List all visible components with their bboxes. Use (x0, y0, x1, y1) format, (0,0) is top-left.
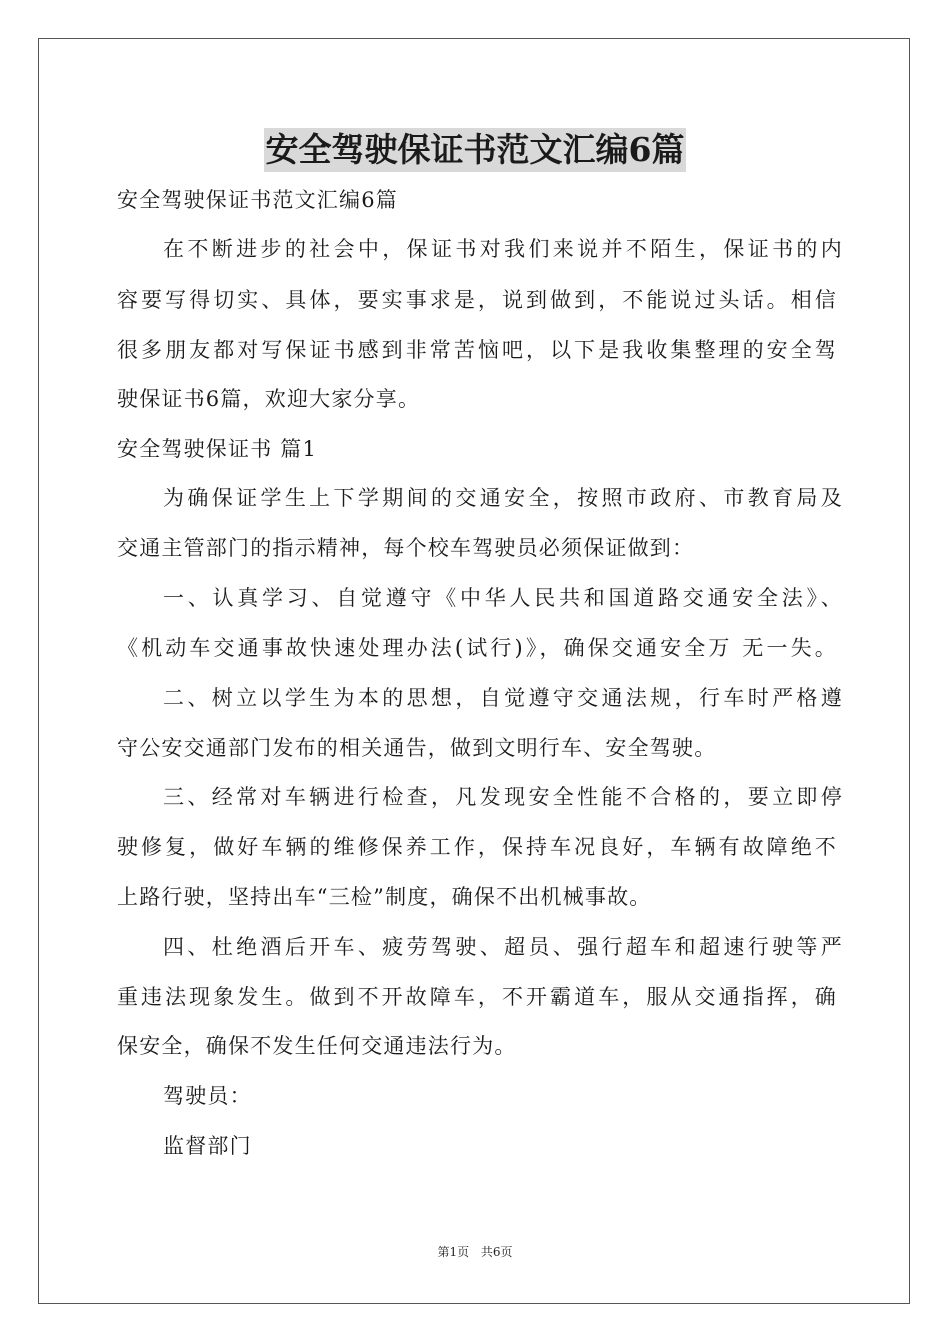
body-line: 守公安交通部门发布的相关通告，做到文明行车、安全驾驶。 (117, 736, 717, 760)
body-line: 二、树立以学生为本的思想，自觉遵守交通法规，行车时严格遵 (163, 686, 843, 710)
body-line: 保安全，确保不发生任何交通违法行为。 (117, 1034, 517, 1058)
body-line: 三、经常对车辆进行检查，凡发现安全性能不合格的，要立即停 (163, 785, 843, 809)
title-container (0, 128, 950, 172)
page-border (38, 38, 910, 1304)
body-line: 一、认真学习、自觉遵守《中华人民共和国道路交通安全法》、 (163, 586, 843, 610)
body-line: 重违法现象发生。做到不开故障车，不开霸道车，服从交通指挥，确 (117, 985, 837, 1009)
page-total: 共6页 (480, 1245, 513, 1259)
body-line: 为确保证学生上下学期间的交通安全，按照市政府、市教育局及 (163, 486, 843, 510)
intro-line: 在不断进步的社会中，保证书对我们来说并不陌生，保证书的内 (163, 237, 843, 261)
intro-line: 很多朋友都对写保证书感到非常苦恼吧，以下是我收集整理的安全驾 (117, 338, 837, 362)
section-heading: 安全驾驶保证书 篇1 (117, 437, 318, 461)
supervisor-label: 监督部门 (163, 1134, 252, 1158)
body-line: 上路行驶，坚持出车“三检”制度，确保不出机械事故。 (117, 885, 652, 909)
document-subtitle: 安全驾驶保证书范文汇编6篇 (117, 188, 398, 212)
body-line: 交通主管部门的指示精神，每个校车驾驶员必须保证做到： (117, 536, 695, 560)
document-title: 安全驾驶保证书范文汇编6篇 (264, 128, 687, 172)
intro-line: 驶保证书6篇，欢迎大家分享。 (117, 387, 421, 411)
body-line: 驶修复，做好车辆的维修保养工作，保持车况良好，车辆有故障绝不 (117, 835, 837, 859)
body-line: 四、杜绝酒后开车、疲劳驾驶、超员、强行超车和超速行驶等严 (163, 935, 843, 959)
driver-signature-label: 驾驶员： (163, 1084, 252, 1108)
intro-line: 容要写得切实、具体，要实事求是，说到做到，不能说过头话。相信 (117, 288, 837, 312)
page-number: 第1页 (437, 1245, 470, 1259)
body-line: 《机动车交通事故快速处理办法(试行)》，确保交通安全万 无一失。 (117, 636, 837, 660)
page-footer (0, 1244, 950, 1260)
